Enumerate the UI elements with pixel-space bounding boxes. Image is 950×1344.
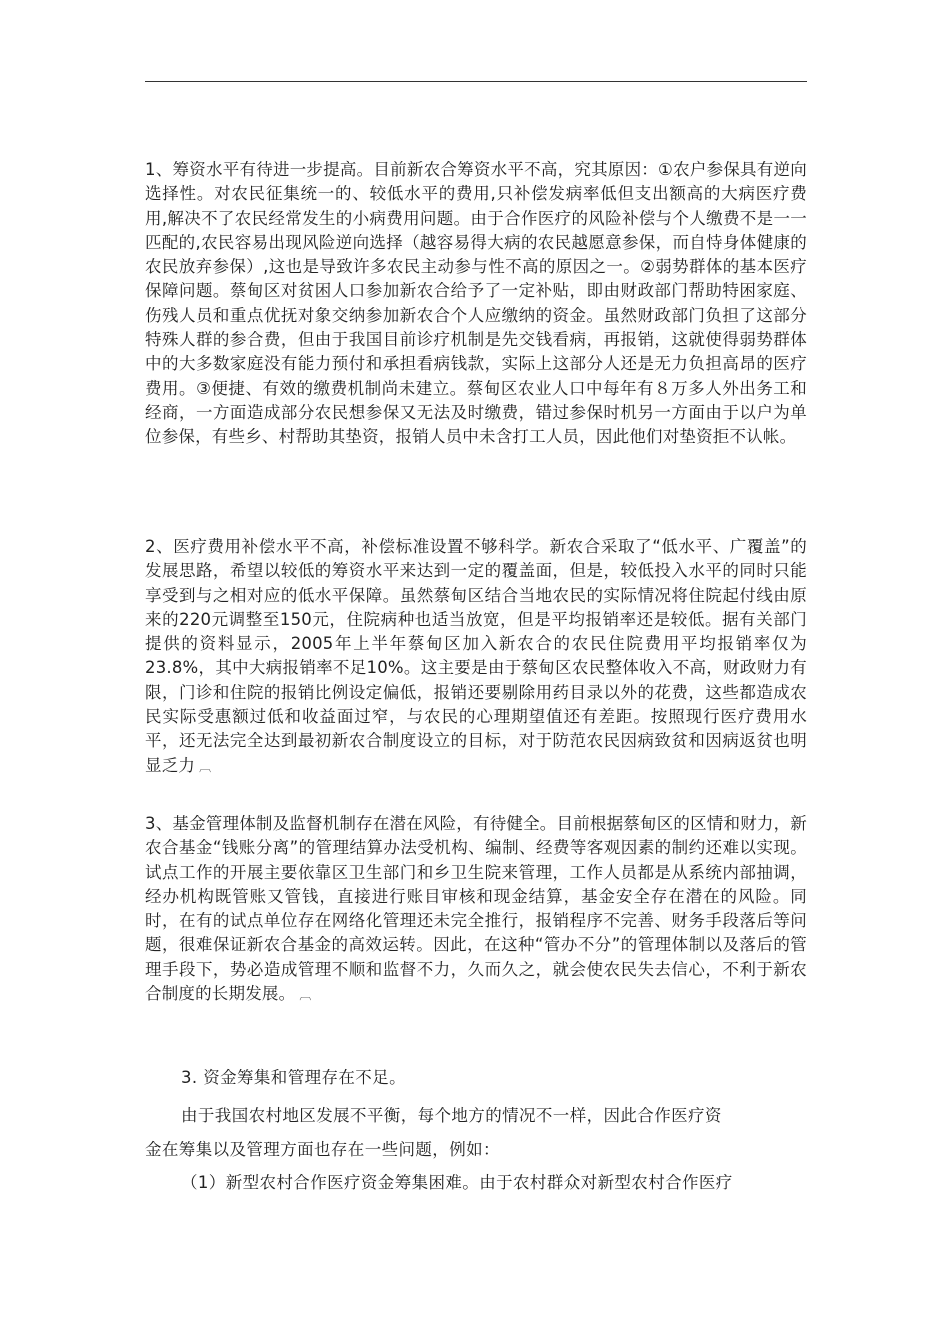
paragraph-compensation-level: [145, 535, 807, 779]
paragraph-end-mark: ︹: [199, 759, 212, 774]
section-body-line: （1）新型农村合作医疗资金筹集困难。由于农村群众对新型农村合作医疗: [181, 1173, 733, 1192]
header-rule: [145, 81, 807, 82]
section-heading: 3. 资金筹集和管理存在不足。: [181, 1068, 406, 1087]
paragraph-compensation-level-text: 2、医疗费用补偿水平不高，补偿标准设置不够科学。新农合采取了“低水平、广覆盖”的发展思路，希望以较低的筹资水平来达到一定的覆盖面，但是，较低投入水平的同时只能享受到与之相对应的低水平保障。虽然蔡甸区结合当地农民的实际情况将住院起付线由原来的220元调整至150元，住院病种也适当放宽，但是平均报销率还是较低。据有关部门提供的资料显示，2005年上半年蔡甸区加入新农合的农民住院费用平均报销率仅为23.8%，其中大病报销率不足10%。这主要是由于蔡甸区农民整体收入不高，财政财力有限，门诊和住院的报销比例设定偏低，报销还要剔除用药目录以外的花费，这些都造成农民实际受惠额过低和收益面过窄，与农民的心理期望值还有差距。按照现行医疗费用水平，还无法完全达到最初新农合制度设立的目标，对于防范农民因病致贫和因病返贫也明显乏力: [145, 537, 807, 775]
paragraph-fund-management: [145, 812, 807, 1007]
paragraph-end-mark: ︹: [299, 988, 312, 1003]
paragraph-funding-level: [145, 158, 807, 450]
paragraph-funding-level-text: 1、筹资水平有待进一步提高。目前新农合筹资水平不高，究其原因：①农户参保具有逆向选择性。对农民征集统一的、较低水平的费用,只补偿发病率低但支出额高的大病医疗费用,解决不了农民经常发生的小病费用问题。由于合作医疗的风险补偿与个人缴费不是一一匹配的,农民容易出现风险逆向选择（越容易得大病的农民越愿意参保，而自恃身体健康的农民放弃参保）,这也是导致许多农民主动参与性不高的原因之一。②弱势群体的基本医疗保障问题。蔡甸区对贫困人口参加新农合给予了一定补贴，即由财政部门帮助特困家庭、伤残人员和重点优抚对象交纳参加新农合个人应缴纳的资金。虽然财政部门负担了这部分特殊人群的参合费，但由于我国目前诊疗机制是先交钱看病，再报销，这就使得弱势群体中的大多数家庭没有能力预付和承担看病钱款，实际上这部分人还是无力负担高昂的医疗费用。③便捷、有效的缴费机制尚未建立。蔡甸区农业人口中每年有８万多人外出务工和经商，一方面造成部分农民想参保又无法及时缴费，错过参保时机另一方面由于以户为单位参保，有些乡、村帮助其垫资，报销人员中未含打工人员，因此他们对垫资拒不认帐。: [145, 160, 807, 447]
section-body-line: 金在筹集以及管理方面也存在一些问题，例如：: [145, 1140, 500, 1159]
paragraph-fund-management-text: 3、基金管理体制及监督机制存在潜在风险，有待健全。目前根据蔡甸区的区情和财力，新农合基金“钱账分离”的管理结算办法受机构、编制、经费等客观因素的制约还难以实现。试点工作的开展主要依靠区卫生部门和乡卫生院来管理，工作人员都是从系统内部抽调，经办机构既管账又管钱，直接进行账目审核和现金结算，基金安全存在潜在的风险。同时，在有的试点单位存在网络化管理还未完全推行，报销程序不完善、财务手段落后等问题，很难保证新农合基金的高效运转。因此，在这种“管办不分”的管理体制以及落后的管理手段下，势必造成管理不顺和监督不力，久而久之，就会使农民失去信心，不利于新农合制度的长期发展。: [145, 814, 807, 1004]
section-body-line: 由于我国农村地区发展不平衡，每个地方的情况不一样，因此合作医疗资: [181, 1106, 722, 1125]
